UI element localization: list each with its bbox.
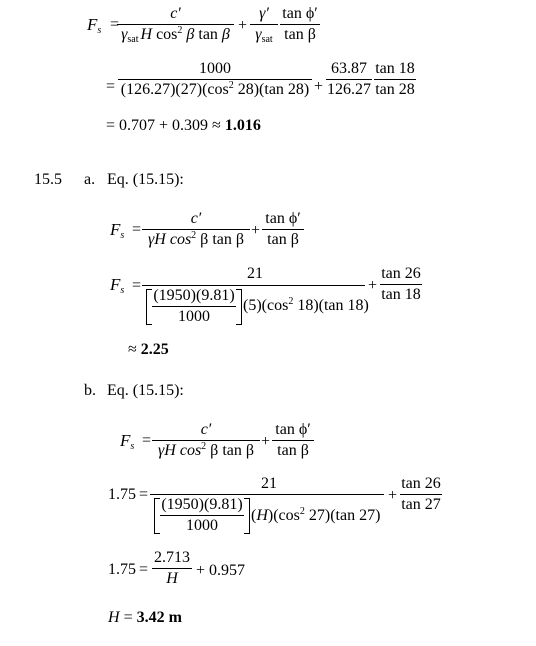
part-b-result — [108, 610, 182, 626]
step-text: = 0.707 + 0.309 ≈ — [106, 117, 225, 134]
fraction-1000 — [118, 61, 312, 98]
equals-sign: = — [142, 432, 152, 449]
numerator: 1000 — [199, 60, 231, 77]
part-a-equation-ref: Eq. (15.15): — [107, 171, 184, 188]
denominator: γH $\cos^2 \beta$ tan β — [147, 230, 244, 248]
denominator: $\gamma_{sat}$ H $\cos^2 \beta$ tan β — [121, 25, 230, 45]
fraction-c-over-gammaH — [142, 211, 250, 248]
inner-numerator: (1950)(9.81) — [161, 496, 243, 513]
inner-fraction — [152, 288, 236, 325]
equals-sign: = — [110, 16, 120, 33]
denominator: tan β — [284, 26, 316, 43]
denominator: 126.27 — [327, 81, 371, 98]
fraction-2713-over-H — [152, 550, 192, 587]
prev-step2 — [106, 118, 261, 134]
denominator: tan β — [267, 231, 299, 248]
part-b-equation-ref: Eq. (15.15): — [107, 382, 184, 399]
fs-symbol: $F_s$ — [110, 275, 125, 296]
fs-symbol: $F_s$ — [87, 15, 102, 36]
numerator: 63.87 — [331, 60, 367, 77]
equals-sign: = — [132, 221, 142, 238]
part-b-label: b. — [84, 382, 96, 399]
equals-sign: = — [106, 78, 116, 95]
fs-symbol: $F_s$ — [120, 431, 135, 452]
numerator-21: 21 — [247, 265, 263, 282]
approx-sign: ≈ — [128, 341, 141, 358]
fraction-c-over-gammasat — [117, 6, 234, 43]
denominator: tan 27 — [401, 496, 441, 513]
numerator: γ′ — [259, 5, 269, 22]
denominator-tail: $(5)(\cos^2$ 18)(tan 18) — [243, 296, 369, 314]
numerator: tan 26 — [401, 475, 441, 492]
plus-sign: + — [314, 78, 324, 95]
fraction-63-87 — [326, 61, 372, 98]
fraction-tan26-tan18 — [380, 266, 422, 303]
denominator: tan β — [277, 442, 309, 459]
denominator: γH $\cos^2 \beta$ tan β — [157, 441, 254, 459]
numerator: tan ϕ′ — [275, 421, 311, 438]
problem-number: 15.5 — [34, 171, 62, 188]
numerator-21: 21 — [261, 475, 277, 492]
inner-denominator: 1000 — [186, 517, 218, 534]
plus-sign: + — [368, 277, 378, 294]
denominator: $(126.27)(27)(\cos^2$ 28)(tan 28) — [120, 80, 310, 98]
fs-symbol: $F_s$ — [110, 220, 125, 241]
fraction-tanphi-tanbeta — [272, 422, 314, 459]
plus-sign: + — [251, 222, 261, 239]
numerator: c′ — [170, 5, 181, 22]
plus-sign: + — [261, 433, 271, 450]
constant-term: + 0.957 — [196, 562, 246, 579]
main-fraction-bar — [150, 494, 384, 495]
main-fraction-bar — [142, 285, 365, 286]
result-value: 2.25 — [140, 341, 169, 358]
part-a-label: a. — [84, 171, 96, 188]
numerator: tan ϕ′ — [282, 5, 318, 22]
right-bracket — [244, 498, 250, 534]
equals-sign: = — [139, 561, 149, 578]
lhs-value: 1.75 — [108, 561, 136, 578]
plus-sign: + — [388, 487, 398, 504]
fraction-tan18-tan28 — [374, 61, 416, 98]
result-value: 3.42 m — [136, 609, 182, 626]
numerator: c′ — [190, 210, 202, 227]
inner-numerator: (1950)(9.81) — [153, 287, 235, 304]
fraction-tan26-tan27 — [400, 476, 442, 513]
numerator: c′ — [200, 421, 212, 438]
denominator: $\gamma_{sat}$ — [255, 26, 273, 45]
h-symbol: H — [108, 609, 120, 626]
fraction-c-over-gammaH — [152, 422, 260, 459]
numerator: 2.713 — [154, 549, 190, 566]
inner-fraction — [160, 497, 244, 534]
part-a-result — [128, 342, 169, 358]
fraction-tanphi-tanbeta — [280, 6, 320, 43]
fraction-gamma-ratio — [250, 6, 278, 43]
inner-denominator: 1000 — [178, 308, 210, 325]
fraction-tanphi-tanbeta — [262, 211, 304, 248]
right-bracket — [236, 289, 242, 325]
numerator: tan ϕ′ — [265, 210, 301, 227]
equals-sign: = — [139, 486, 149, 503]
denominator: tan 28 — [375, 81, 415, 98]
denominator: H — [166, 570, 178, 587]
numerator: tan 26 — [381, 265, 421, 282]
lhs-value: 1.75 — [108, 486, 136, 503]
equals-sign: = — [119, 609, 137, 626]
denominator: tan 18 — [381, 286, 421, 303]
numerator: tan 18 — [375, 60, 415, 77]
denominator-tail: $(H)(\cos^2$ 27)(tan 27) — [251, 506, 381, 524]
equals-sign: = — [132, 277, 142, 294]
plus-sign: + — [238, 17, 248, 34]
prev-result: 1.016 — [224, 117, 261, 134]
